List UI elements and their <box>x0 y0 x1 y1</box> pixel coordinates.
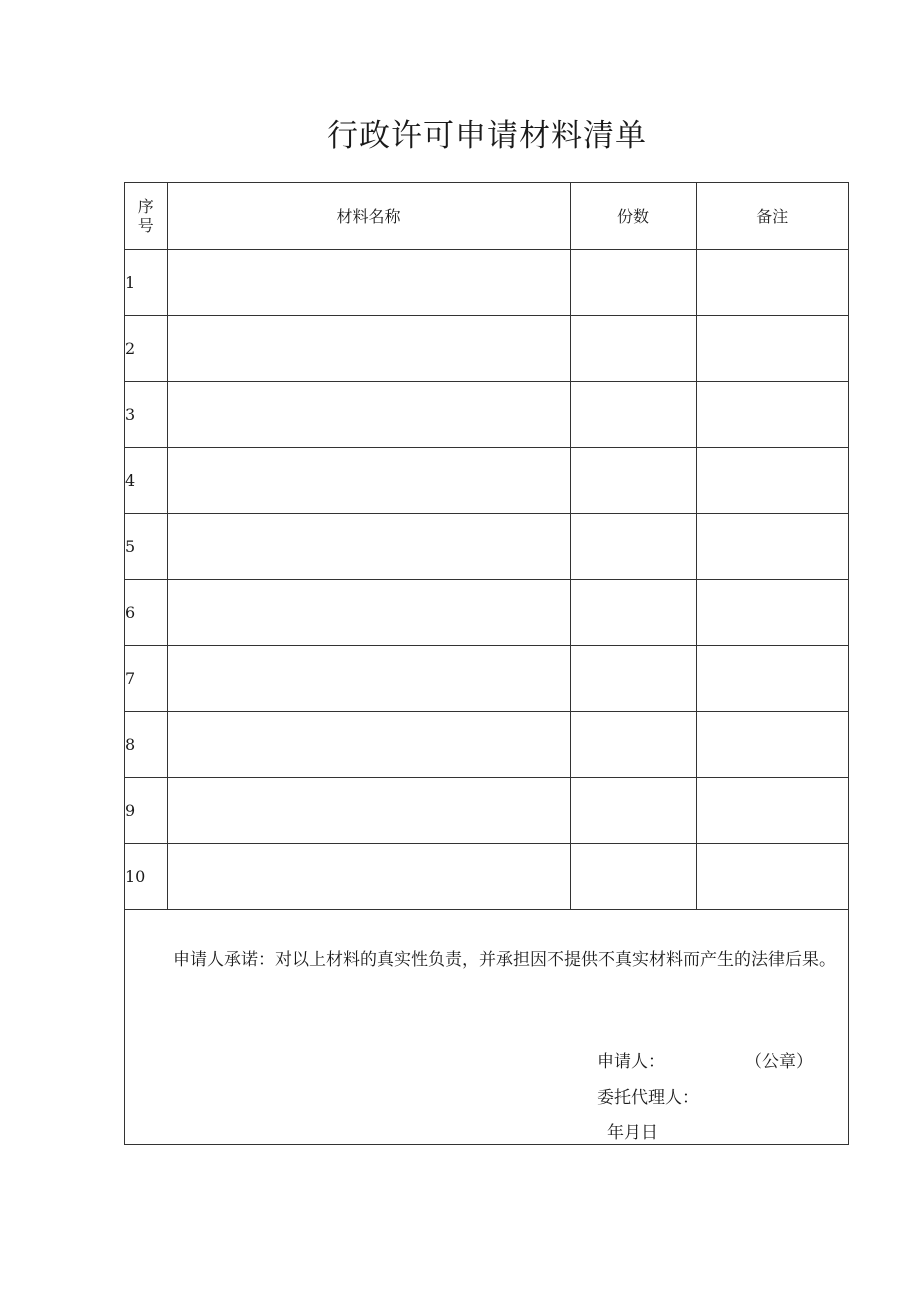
copy-count-cell[interactable] <box>570 315 696 381</box>
form-frame <box>124 182 849 1145</box>
official-seal-label: （公章） <box>745 1052 813 1072</box>
remarks-cell[interactable] <box>696 447 848 513</box>
date-label: 年月日 <box>607 1123 658 1143</box>
table-row <box>125 579 848 645</box>
applicant-pledge: 申请人承诺：对以上材料的真实性负责，并承担因不提供不真实材料而产生的法律后果。 <box>173 950 836 970</box>
row-seq: 2 <box>125 315 167 381</box>
row-seq: 1 <box>125 249 167 315</box>
material-name-cell[interactable] <box>167 579 570 645</box>
page-title: 行政许可申请材料清单 <box>327 118 647 154</box>
table-row <box>125 447 848 513</box>
table-row <box>125 843 848 909</box>
row-seq: 7 <box>125 645 167 711</box>
remarks-cell[interactable] <box>696 579 848 645</box>
row-seq: 4 <box>125 447 167 513</box>
material-name-cell[interactable] <box>167 447 570 513</box>
copy-count-cell[interactable] <box>570 645 696 711</box>
materials-table <box>125 183 848 910</box>
header-material-name: 材料名称 <box>167 183 570 249</box>
row-seq: 8 <box>125 711 167 777</box>
copy-count-cell[interactable] <box>570 579 696 645</box>
table-header-row <box>125 183 848 249</box>
header-copy-count: 份数 <box>570 183 696 249</box>
material-name-cell[interactable] <box>167 381 570 447</box>
copy-count-cell[interactable] <box>570 777 696 843</box>
applicant-signature-label: 申请人： <box>597 1052 665 1072</box>
table-row <box>125 381 848 447</box>
header-seq <box>125 183 167 249</box>
copy-count-cell[interactable] <box>570 447 696 513</box>
header-seq-line2: 号 <box>137 215 154 235</box>
row-seq: 6 <box>125 579 167 645</box>
row-seq: 3 <box>125 381 167 447</box>
material-name-cell[interactable] <box>167 711 570 777</box>
header-remarks: 备注 <box>696 183 848 249</box>
remarks-cell[interactable] <box>696 381 848 447</box>
row-seq: 5 <box>125 513 167 579</box>
remarks-cell[interactable] <box>696 777 848 843</box>
copy-count-cell[interactable] <box>570 513 696 579</box>
material-name-cell[interactable] <box>167 777 570 843</box>
table-row <box>125 711 848 777</box>
material-name-cell[interactable] <box>167 843 570 909</box>
copy-count-cell[interactable] <box>570 711 696 777</box>
material-name-cell[interactable] <box>167 249 570 315</box>
material-name-cell[interactable] <box>167 645 570 711</box>
row-seq: 9 <box>125 777 167 843</box>
copy-count-cell[interactable] <box>570 249 696 315</box>
table-row <box>125 513 848 579</box>
remarks-cell[interactable] <box>696 315 848 381</box>
remarks-cell[interactable] <box>696 711 848 777</box>
material-name-cell[interactable] <box>167 513 570 579</box>
remarks-cell[interactable] <box>696 249 848 315</box>
remarks-cell[interactable] <box>696 645 848 711</box>
table-row <box>125 249 848 315</box>
table-row <box>125 315 848 381</box>
material-name-cell[interactable] <box>167 315 570 381</box>
header-seq-line1: 序 <box>137 196 154 216</box>
copy-count-cell[interactable] <box>570 843 696 909</box>
table-row <box>125 645 848 711</box>
agent-signature-label: 委托代理人： <box>597 1088 699 1108</box>
remarks-cell[interactable] <box>696 513 848 579</box>
copy-count-cell[interactable] <box>570 381 696 447</box>
table-row <box>125 777 848 843</box>
remarks-cell[interactable] <box>696 843 848 909</box>
row-seq: 10 <box>125 843 167 909</box>
